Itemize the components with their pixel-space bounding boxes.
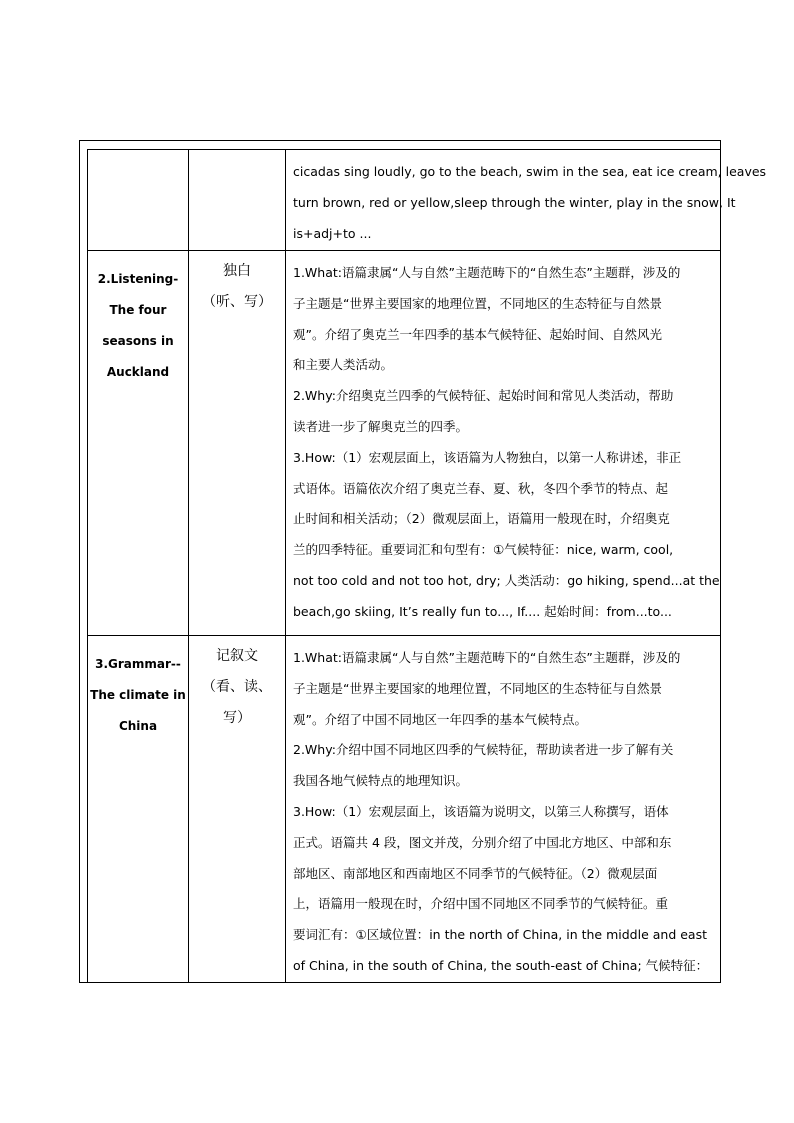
- analysis-cell: [286, 636, 721, 982]
- section-cell: [88, 636, 189, 982]
- analysis-line: 我国各地气候特点的地理知识。: [293, 773, 469, 789]
- analysis-line: 止时间和相关活动；（2）微观层面上，语篇用一般现在时，介绍奥克: [293, 511, 670, 527]
- section-cell: [88, 251, 189, 635]
- analysis-line: beach,go skiing, It’s really fun to..., If.... 起始时间：from...to...: [293, 603, 672, 619]
- analysis-line: 要词汇有：①区域位置：in the north of China, in the middle and east: [293, 927, 708, 943]
- table-row: [88, 636, 721, 983]
- document-frame: [79, 140, 767, 983]
- analysis-line: 上，语篇用一般现在时，介绍中国不同地区不同季节的气候特征。重: [293, 896, 669, 912]
- text-type-cell: [189, 251, 286, 635]
- analysis-line: 子主题是“世界主要国家的地理位置，不同地区的生态特征与自然景: [293, 295, 662, 311]
- analysis-line: 部地区、南部地区和西南地区不同季节的气候特征。（2）微观层面: [293, 865, 658, 881]
- section-title-line: Auckland: [106, 365, 170, 379]
- text-type-line: （听、写）: [202, 294, 272, 310]
- table-row: [88, 251, 721, 636]
- analysis-line: 和主要人类活动。: [293, 357, 394, 373]
- analysis-line: 3.How:（1）宏观层面上，该语篇为说明文，以第三人称撰写，语体: [293, 803, 669, 819]
- analysis-line: not too cold and not too hot, dry; 人类活动：go hiking, spend...at the: [293, 572, 720, 588]
- analysis-line: turn brown, red or yellow,sleep through the winter, play in the snow, It: [293, 194, 736, 210]
- analysis-line: 式语体。语篇依次介绍了奥克兰春、夏、秋，冬四个季节的特点、起: [293, 480, 669, 496]
- analysis-line: 子主题是“世界主要国家的地理位置，不同地区的生态特征与自然景: [293, 680, 662, 696]
- text-type-line: 独白: [223, 263, 251, 279]
- analysis-line: 2.Why:介绍奥克兰四季的气候特征、起始时间和常见人类活动，帮助: [293, 388, 674, 404]
- analysis-line: of China, in the south of China, the south-east of China; 气候特征：: [293, 957, 709, 973]
- analysis-cell: [286, 150, 767, 250]
- analysis-line: 兰的四季特征。重要词汇和句型有：①气候特征：nice, warm, cool,: [293, 542, 674, 558]
- section-cell: [88, 150, 189, 250]
- analysis-line: is+adj+to ...: [293, 225, 372, 241]
- section-title-line: The four: [109, 303, 167, 317]
- table-row: [88, 150, 767, 251]
- analysis-line: 正式。语篇共 4 段，图文并茂，分别介绍了中国北方地区、中部和东: [293, 834, 672, 850]
- analysis-line: 3.How:（1）宏观层面上，该语篇为人物独白，以第一人称讲述，非正: [293, 449, 682, 465]
- analysis-line: 2.Why:介绍中国不同地区四季的气候特征，帮助读者进一步了解有关: [293, 742, 674, 758]
- text-type-cell: [189, 150, 286, 250]
- text-type-cell: [189, 636, 286, 982]
- analysis-cell: [286, 251, 721, 635]
- analysis-line: 观”。介绍了奥克兰一年四季的基本气候特征、起始时间、自然风光: [293, 326, 662, 342]
- section-title-line: The climate in: [90, 688, 186, 702]
- analysis-line: 1.What:语篇隶属“人与自然”主题范畴下的“自然生态”主题群，涉及的: [293, 265, 681, 280]
- analysis-line: 1.What:语篇隶属“人与自然”主题范畴下的“自然生态”主题群，涉及的: [293, 650, 681, 665]
- text-type-line: （看、读、: [202, 679, 272, 695]
- section-title-line: 3.Grammar--: [95, 657, 181, 671]
- section-title-line: China: [118, 719, 158, 733]
- analysis-line: 读者进一步了解奥克兰的四季。: [293, 418, 469, 434]
- section-title-line: seasons in: [102, 334, 174, 348]
- analysis-line: cicadas sing loudly, go to the beach, swim in the sea, eat ice cream, leaves: [293, 164, 767, 179]
- content-table: [87, 149, 767, 983]
- text-type-line: 写）: [223, 710, 251, 726]
- text-type-line: 记叙文: [216, 648, 258, 664]
- analysis-line: 观”。介绍了中国不同地区一年四季的基本气候特点。: [293, 711, 587, 727]
- section-title-line: 2.Listening-: [97, 272, 179, 286]
